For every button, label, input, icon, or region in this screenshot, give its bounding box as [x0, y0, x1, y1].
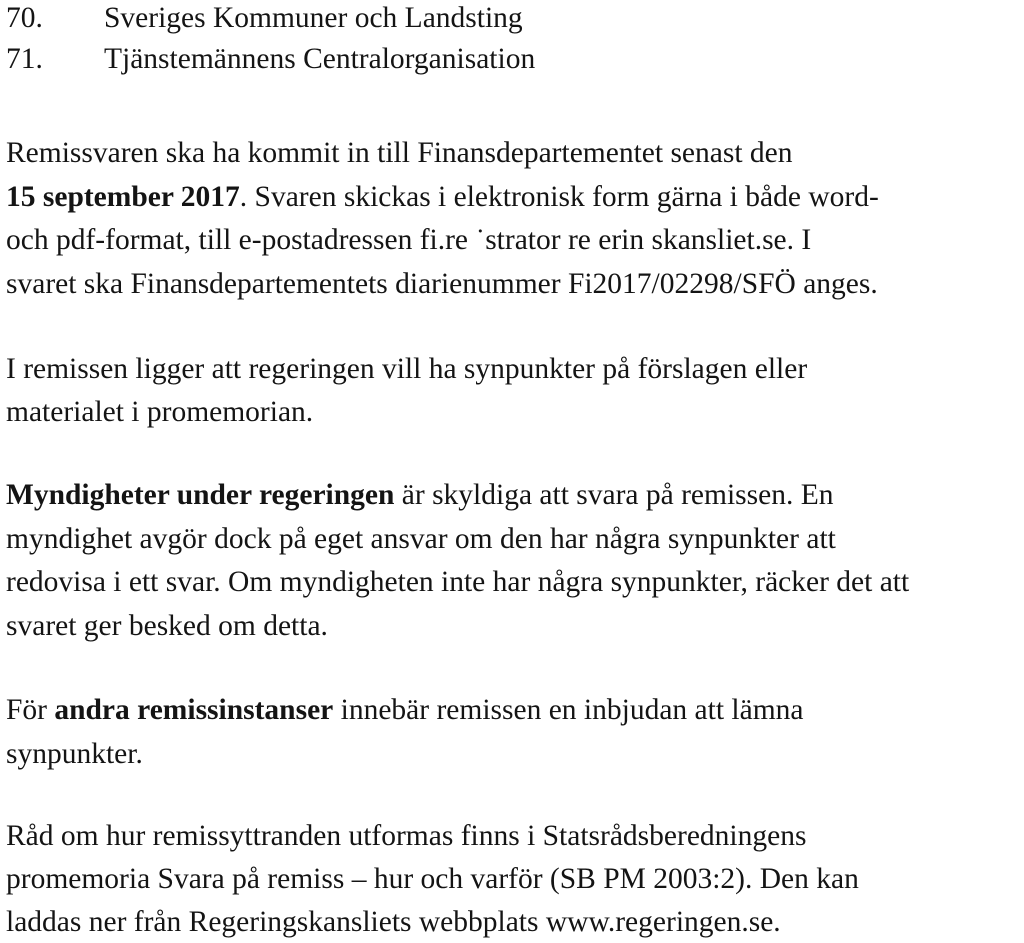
paragraph-line: myndighet avgör dock på eget ansvar om den har några synpunkter att [6, 523, 836, 555]
paragraph-line: synpunkter. [6, 738, 143, 770]
bold-term: Myndigheter under regeringen [6, 479, 395, 511]
paragraph-line: laddas ner från Regeringskansliets webbplats www.regeringen.se. [6, 906, 781, 938]
list-item-number: 71. [6, 43, 43, 75]
list-item-name: Sveriges Kommuner och Landsting [104, 2, 523, 34]
paragraph-line: I remissen ligger att regeringen vill ha synpunkter på förslagen eller [6, 353, 808, 385]
paragraph-line: svaret ger besked om detta. [6, 610, 328, 642]
paragraph-line: Råd om hur remissyttranden utformas finns i Statsrådsberedningens [6, 820, 807, 852]
list-item-name: Tjänstemännens Centralorganisation [104, 43, 536, 75]
paragraph-line: materialet i promemorian. [6, 396, 314, 428]
list-item-number: 70. [6, 2, 43, 34]
paragraph-line: För andra remissinstanser innebär remissen en inbjudan att lämna [6, 694, 804, 726]
paragraph-line: promemoria Svara på remiss – hur och varför (SB PM 2003:2). Den kan [6, 863, 859, 895]
paragraph-line: Myndigheter under regeringen är skyldiga att svara på remissen. En [6, 479, 834, 511]
paragraph-line: redovisa i ett svar. Om myndigheten inte har några synpunkter, räcker det att [6, 566, 910, 598]
bold-term: andra remissinstanser [54, 694, 334, 726]
paragraph-line: svaret ska Finansdepartementets diarienummer Fi2017/02298/SFÖ anges. [6, 268, 878, 300]
paragraph-line: Remissvaren ska ha kommit in till Finansdepartementet senast den [6, 137, 793, 169]
deadline-date: 15 september 2017 [6, 181, 240, 213]
list-item [6, 41, 535, 77]
paragraph-line: och pdf-format, till e-postadressen fi.re ˙strator re erin skansliet.se. I [6, 224, 812, 256]
list-item [6, 0, 523, 36]
paragraph-line: 15 september 2017. Svaren skickas i elektronisk form gärna i både word- [6, 181, 879, 213]
